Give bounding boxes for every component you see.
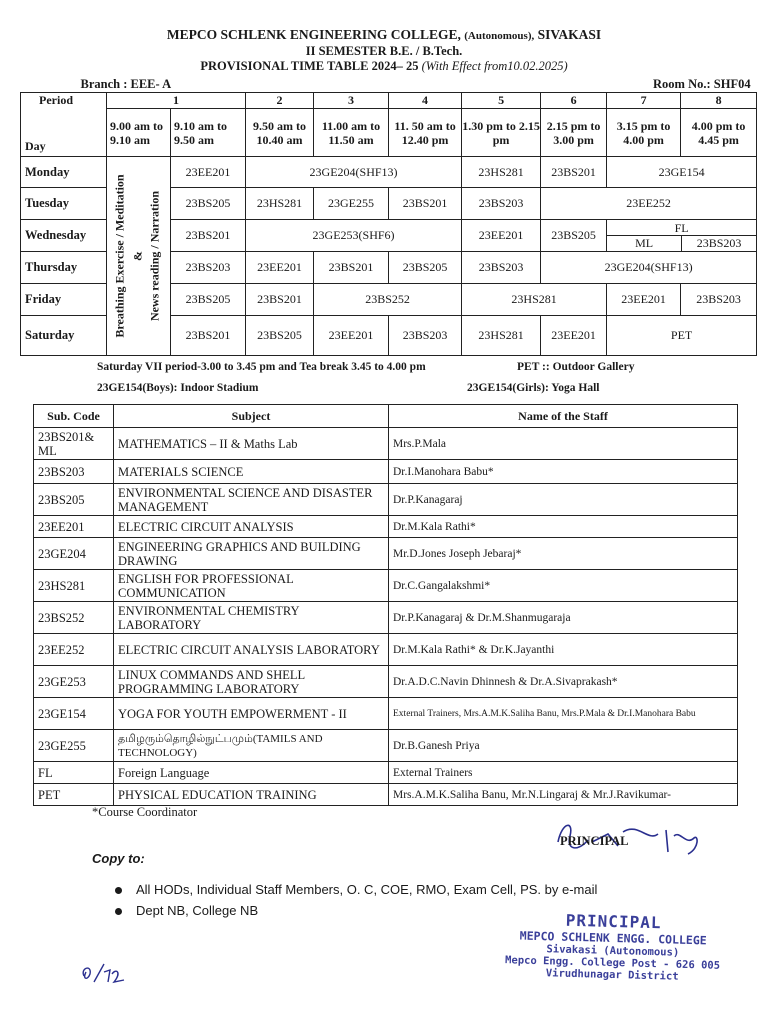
distribution-item bbox=[115, 903, 258, 918]
initials-mark-icon bbox=[78, 958, 128, 988]
bullet-icon bbox=[115, 887, 122, 894]
saturday-note: Saturday VII period-3.00 to 3.45 pm and Tea break 3.45 to 4.00 pm bbox=[97, 361, 426, 373]
subject-name: ENVIRONMENTAL CHEMISTRY LABORATORY bbox=[114, 602, 389, 634]
monday-row bbox=[21, 157, 757, 188]
slot-cell: 23BS201 bbox=[171, 220, 246, 252]
slot-cell: 23EE201 bbox=[462, 220, 541, 252]
subject-code: PET bbox=[34, 784, 114, 806]
staff-name: Mr.D.Jones Joseph Jebaraj* bbox=[389, 538, 738, 570]
table-row bbox=[34, 666, 738, 698]
subject-code: 23BS203 bbox=[34, 460, 114, 484]
college-name: MEPCO SCHLENK ENGINEERING COLLEGE, bbox=[166, 27, 461, 42]
time-slot-3: 11.00 am to 11.50 am bbox=[314, 109, 389, 157]
staff-name: Dr.P.Kanagaraj & Dr.M.Shanmugaraja bbox=[389, 602, 738, 634]
subject-name: LINUX COMMANDS AND SHELL PROGRAMMING LABORATORY bbox=[114, 666, 389, 698]
subject-code: 23EE252 bbox=[34, 634, 114, 666]
period-number-7: 7 bbox=[607, 93, 681, 109]
subject-table bbox=[33, 404, 738, 806]
fl-split bbox=[607, 221, 756, 251]
time-slot-1: 9.10 am to 9.50 am bbox=[171, 109, 246, 157]
subject-code: 23BS252 bbox=[34, 602, 114, 634]
course-coordinator-note: *Course Coordinator bbox=[92, 805, 198, 819]
staff-name: Mrs.P.Mala bbox=[389, 428, 738, 460]
slot-cell: PET bbox=[607, 316, 757, 356]
subject-name: ELECTRIC CIRCUIT ANALYSIS LABORATORY bbox=[114, 634, 389, 666]
staff-name: Dr.I.Manohara Babu* bbox=[389, 460, 738, 484]
period-label: Period bbox=[21, 93, 107, 109]
subject-code: 23BS205 bbox=[34, 484, 114, 516]
slot-cell: 23BS205 bbox=[171, 188, 246, 220]
subject-name: YOGA FOR YOUTH EMPOWERMENT - II bbox=[114, 698, 389, 730]
slot-cell: 23GE204(SHF13) bbox=[246, 157, 462, 188]
subject-code: 23HS281 bbox=[34, 570, 114, 602]
bullet-icon bbox=[115, 908, 122, 915]
staff-name: Dr.P.Kanagaraj bbox=[389, 484, 738, 516]
period-number-1: 1 bbox=[107, 93, 246, 109]
time-slot-8: 4.00 pm to 4.45 pm bbox=[681, 109, 757, 157]
room-label: Room No.: SHF04 bbox=[653, 77, 751, 91]
activity-amp: & bbox=[130, 251, 145, 261]
slot-cell: 23BS201 bbox=[171, 316, 246, 356]
college-autonomous: (Autonomous), bbox=[464, 30, 535, 42]
activity-news: News reading / Narration bbox=[147, 190, 162, 322]
staff-name: Dr.B.Ganesh Priya bbox=[389, 730, 738, 762]
table-row bbox=[34, 698, 738, 730]
day-saturday: Saturday bbox=[21, 316, 107, 356]
table-row bbox=[34, 570, 738, 602]
staff-name: Dr.M.Kala Rathi* bbox=[389, 516, 738, 538]
time-slot-2: 9.50 am to 10.40 am bbox=[246, 109, 314, 157]
day-wednesday: Wednesday bbox=[21, 220, 107, 252]
slot-cell: 23GE204(SHF13) bbox=[541, 252, 757, 284]
distribution-text: Dept NB, College NB bbox=[136, 903, 259, 918]
time-row bbox=[21, 109, 757, 157]
table-row bbox=[34, 762, 738, 784]
subject-code: 23GE154 bbox=[34, 698, 114, 730]
timetable-title bbox=[0, 59, 768, 74]
distribution-item bbox=[115, 882, 597, 897]
subject-code: 23EE201 bbox=[34, 516, 114, 538]
slot-cell: 23HS281 bbox=[462, 157, 541, 188]
activity-breathing: Breathing Exercise / Meditation bbox=[112, 174, 127, 338]
time-slot-7: 3.15 pm to 4.00 pm bbox=[607, 109, 681, 157]
subject-name: PHYSICAL EDUCATION TRAINING bbox=[114, 784, 389, 806]
period-number-5: 5 bbox=[462, 93, 541, 109]
period-number-4: 4 bbox=[389, 93, 462, 109]
period-number-6: 6 bbox=[541, 93, 607, 109]
slot-cell: 23GE253(SHF6) bbox=[246, 220, 462, 252]
subject-name: ENVIRONMENTAL SCIENCE AND DISASTER MANAGEMENT bbox=[114, 484, 389, 516]
slot-cell: 23HS281 bbox=[462, 284, 607, 316]
staff-name: Dr.C.Gangalakshmi* bbox=[389, 570, 738, 602]
day-friday: Friday bbox=[21, 284, 107, 316]
semester-heading: II SEMESTER B.E. / B.Tech. bbox=[305, 44, 463, 58]
staff-name: Dr.M.Kala Rathi* & Dr.K.Jayanthi bbox=[389, 634, 738, 666]
college-city: SIVAKASI bbox=[537, 27, 602, 42]
slot-cell: 23BS203 bbox=[462, 188, 541, 220]
copy-to-label: Copy to: bbox=[92, 851, 145, 866]
table-row bbox=[34, 730, 738, 762]
slot-cell: 23EE201 bbox=[171, 157, 246, 188]
slot-cell: 23BS201 bbox=[246, 284, 314, 316]
branch-label: Branch : EEE- A bbox=[80, 77, 172, 91]
subject-name: தமிழரும்தொழில்நுட்பமும்(TAMILS AND TECHNOLOGY) bbox=[114, 730, 389, 762]
principal-label: PRINCIPAL bbox=[560, 834, 629, 848]
slot-cell: 23EE201 bbox=[541, 316, 607, 356]
subject-name: MATHEMATICS – II & Maths Lab bbox=[114, 428, 389, 460]
day-thursday: Thursday bbox=[21, 252, 107, 284]
slot-cell: 23BS201 bbox=[314, 252, 389, 284]
girls-venue-note: 23GE154(Girls): Yoga Hall bbox=[467, 382, 600, 394]
principal-stamp bbox=[477, 908, 749, 984]
subject-code: 23GE255 bbox=[34, 730, 114, 762]
slot-cell: 23BS203 bbox=[681, 284, 757, 316]
period-row bbox=[21, 93, 757, 109]
slot-cell: 23BS203 bbox=[462, 252, 541, 284]
time-slot-0: 9.00 am to 9.10 am bbox=[107, 109, 171, 157]
fl-slot bbox=[607, 220, 757, 252]
slot-cell: 23BS205 bbox=[389, 252, 462, 284]
morning-activity-cell bbox=[107, 157, 171, 356]
fl-label: FL bbox=[607, 221, 756, 236]
table-row bbox=[34, 516, 738, 538]
subject-name: ENGINEERING GRAPHICS AND BUILDING DRAWING bbox=[114, 538, 389, 570]
staff-name: External Trainers, Mrs.A.M.K.Saliha Banu, Mrs.P.Mala & Dr.I.Manohara Babu bbox=[389, 698, 738, 730]
day-tuesday: Tuesday bbox=[21, 188, 107, 220]
subject-name: Foreign Language bbox=[114, 762, 389, 784]
slot-cell: 23BS205 bbox=[246, 316, 314, 356]
staff-name: Dr.A.D.C.Navin Dhinnesh & Dr.A.Sivaprakash* bbox=[389, 666, 738, 698]
table-row bbox=[34, 538, 738, 570]
subject-table-header bbox=[34, 405, 738, 428]
table-row bbox=[34, 634, 738, 666]
slot-cell: 23BS201 bbox=[389, 188, 462, 220]
slot-cell: 23GE154 bbox=[607, 157, 757, 188]
slot-cell: 23BS203 bbox=[171, 252, 246, 284]
slot-cell: 23EE201 bbox=[246, 252, 314, 284]
subject-name: MATERIALS SCIENCE bbox=[114, 460, 389, 484]
time-slot-6: 2.15 pm to 3.00 pm bbox=[541, 109, 607, 157]
column-header: Sub. Code bbox=[34, 405, 114, 428]
effect-date: (With Effect from10.02.2025) bbox=[421, 59, 568, 73]
slot-cell: 23BS201 bbox=[541, 157, 607, 188]
staff-name: Mrs.A.M.K.Saliha Banu, Mr.N.Lingaraj & Mr.J.Ravikumar- bbox=[389, 784, 738, 806]
table-row bbox=[34, 460, 738, 484]
table-row bbox=[34, 784, 738, 806]
column-header: Name of the Staff bbox=[389, 405, 738, 428]
timetable bbox=[20, 77, 757, 356]
stamp-line: Mepco Engg. College Post - 626 005 bbox=[504, 954, 721, 972]
stamp-line: Virudhunagar District bbox=[545, 967, 679, 983]
slot-cell: 23BS252 bbox=[314, 284, 462, 316]
day-label: Day bbox=[21, 109, 107, 157]
staff-name: External Trainers bbox=[389, 762, 738, 784]
slot-cell: 23HS281 bbox=[462, 316, 541, 356]
slot-cell: 23BS203 bbox=[389, 316, 462, 356]
distribution-text: All HODs, Individual Staff Members, O. C, COE, RMO, Exam Cell, PS. by e-mail bbox=[136, 882, 598, 897]
timetable-title-text: PROVISIONAL TIME TABLE 2024– 25 bbox=[200, 59, 419, 73]
slot-cell: 23EE201 bbox=[607, 284, 681, 316]
stamp-line: MEPCO SCHLENK ENGG. COLLEGE bbox=[519, 928, 707, 948]
period-number-3: 3 bbox=[314, 93, 389, 109]
stamp-line: Sivakasi (Autonomous) bbox=[546, 943, 680, 959]
slot-cell: 23EE201 bbox=[314, 316, 389, 356]
subject-code: 23BS201& ML bbox=[34, 428, 114, 460]
pet-venue-note: PET :: Outdoor Gallery bbox=[517, 361, 635, 373]
morning-activity bbox=[107, 157, 170, 355]
branch-row bbox=[21, 77, 757, 93]
slot-cell: 23BS205 bbox=[541, 220, 607, 252]
fl-split-cells bbox=[607, 236, 756, 251]
table-row bbox=[34, 602, 738, 634]
time-slot-4: 11. 50 am to 12.40 pm bbox=[389, 109, 462, 157]
slot-cell: 23HS281 bbox=[246, 188, 314, 220]
subject-name: ELECTRIC CIRCUIT ANALYSIS bbox=[114, 516, 389, 538]
subject-name: ENGLISH FOR PROFESSIONAL COMMUNICATION bbox=[114, 570, 389, 602]
subject-code: 23GE253 bbox=[34, 666, 114, 698]
stamp-line: PRINCIPAL bbox=[565, 910, 662, 933]
column-header: Subject bbox=[114, 405, 389, 428]
boys-venue-note: 23GE154(Boys): Indoor Stadium bbox=[97, 382, 259, 394]
subject-code: 23GE204 bbox=[34, 538, 114, 570]
slot-cell: 23BS205 bbox=[171, 284, 246, 316]
time-slot-5: 1.30 pm to 2.15 pm bbox=[462, 109, 541, 157]
slot-cell: 23BS203 bbox=[696, 235, 742, 250]
slot-cell: 23EE252 bbox=[541, 188, 757, 220]
day-monday: Monday bbox=[21, 157, 107, 188]
college-heading bbox=[0, 27, 768, 43]
table-row bbox=[34, 484, 738, 516]
subject-code: FL bbox=[34, 762, 114, 784]
period-number-8: 8 bbox=[681, 93, 757, 109]
slot-cell: 23GE255 bbox=[314, 188, 389, 220]
period-number-2: 2 bbox=[246, 93, 314, 109]
table-row bbox=[34, 428, 738, 460]
ml-cell: ML bbox=[607, 236, 682, 251]
